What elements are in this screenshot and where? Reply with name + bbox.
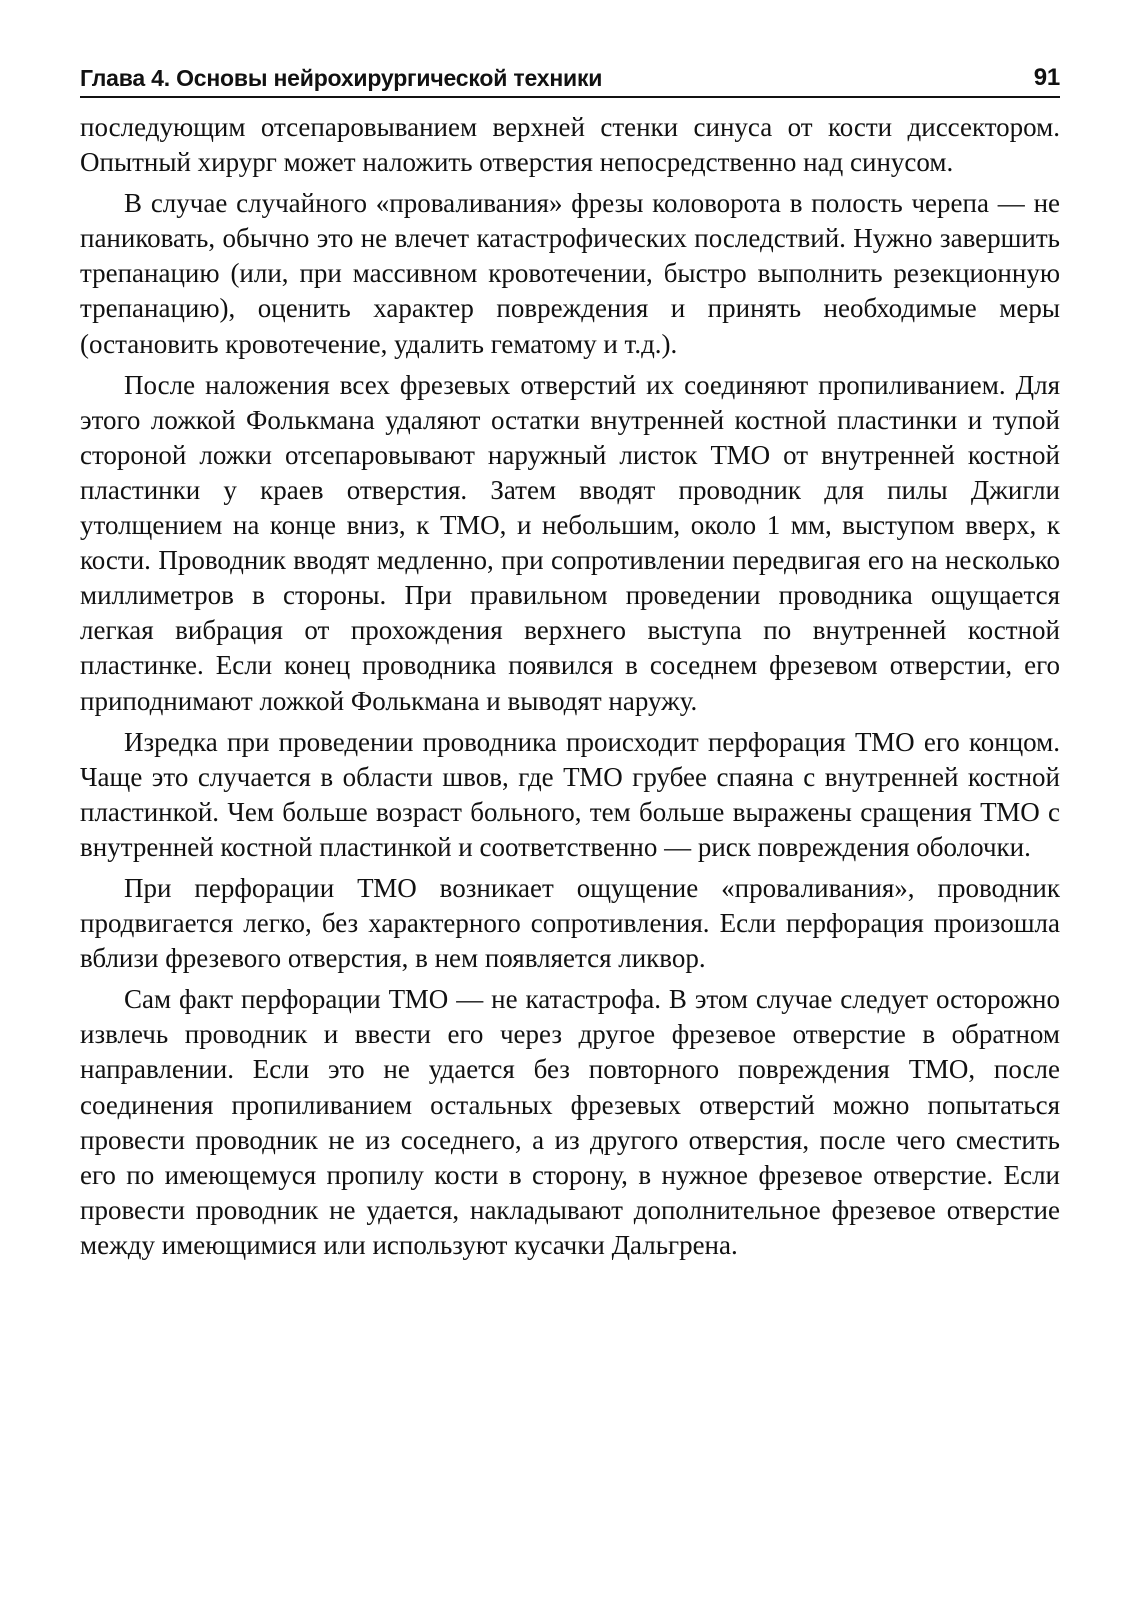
page-number: 91 [1033,64,1060,91]
paragraph-continuation: последующим отсепаровыванием верхней стенки синуса от кости диссектором. Опытный хирург может наложить отверстия непосредственно над синусом. [80,112,1060,178]
chapter-title: Глава 4. Основы нейрохирургической техники [80,65,603,91]
paragraph: При перфорации ТМО возникает ощущение «проваливания», проводник продвигается легко, без характерного сопротивления. Если перфорация произошла вблизи фрезевого отверстия, в нем появляется ликвор. [80,872,1060,974]
running-header [80,58,1060,98]
paragraph: Изредка при проведении проводника происходит перфорация ТМО его концом. Чаще это случается в области швов, где ТМО грубее спаяна с внутренней костной пластинкой. Чем больше возраст больного, тем больше выражены сращения ТМО с внутренней костной пластинкой и соответственно — риск повреждения оболочки. [80,726,1060,862]
book-page [80,58,1060,1269]
body-text [80,110,1060,1263]
paragraph: Сам факт перфорации ТМО — не катастрофа. В этом случае следует осторожно извлечь проводник и ввести его через другое фрезевое отверстие в обратном направлении. Если это не удается без повторного повреждения ТМО, после соединения пропиливанием остальных фрезевых отверстий можно попытаться провести проводник не из соседнего, а из другого отверстия, после чего сместить его по имеющемуся пропилу кости в сторону, в нужное фрезевое отверстие. Если провести проводник не удается, накладывают дополнительное фрезевое отверстие между имеющимися или используют кусачки Дальгрена. [80,984,1060,1260]
paragraph: В случае случайного «проваливания» фрезы коловорота в полость черепа — не паниковать, обычно это не влечет катастрофических последствий. Нужно завершить трепанацию (или, при массивном кровотечении, быстро выполнить резекционную трепанацию), оценить характер повреждения и принять необходимые меры (остановить кровотечение, удалить гематому и т.д.). [80,188,1060,359]
paragraph: После наложения всех фрезевых отверстий их соединяют пропиливанием. Для этого ложкой Фолькмана удаляют остатки внутренней костной пластинки и тупой стороной ложки отсепаровывают наружный листок ТМО от внутренней костной пластинки у краев отверстия. Затем вводят проводник для пилы Джигли утолщением на конце вниз, к ТМО, и небольшим, около 1 мм, выступом вверх, к кости. Проводник вводят медленно, при сопротивлении передвигая его на несколько миллиметров в стороны. При правильном проведении проводника ощущается легкая вибрация от прохождения верхнего выступа по внутренней костной пластинке. Если конец проводника появился в соседнем фрезевом отверстии, его приподнимают ложкой Фолькмана и выводят наружу. [80,369,1060,716]
